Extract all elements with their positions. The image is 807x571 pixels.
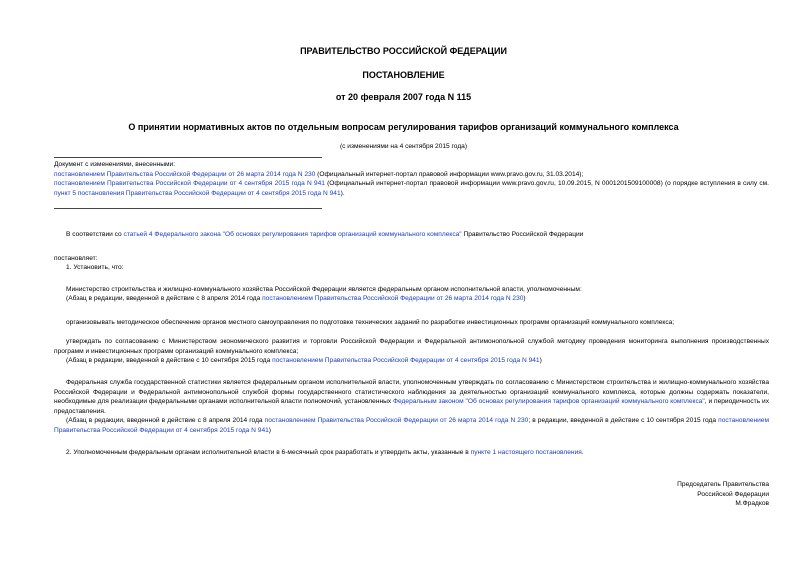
document-title: О принятии нормативных актов по отдельным вопросам регулирования тарифов организаций коммунального комплекса xyxy=(128,122,679,132)
decree-941-link-2[interactable]: постановлением Правительства Российской Федерации от 4 сентября 2015 года N 941 xyxy=(54,417,769,434)
clause-1-link[interactable]: пункте 1 настоящего постановления xyxy=(470,449,582,456)
bottom-rule xyxy=(54,208,322,209)
ministry-paragraph: Министерство строительства и жилищно-коммунального хозяйства Российской Федерации является федеральным органом исполнительной власти, уполномоченным: xyxy=(66,286,582,293)
federal-law-link[interactable]: Федеральным законом "Об основах регулирования тарифов организаций коммунального комплекса" xyxy=(393,398,705,405)
amendments-intro: Документ с изменениями, внесенными: xyxy=(54,161,176,168)
preamble-paragraph: В соответствии со статьей 4 Федерального закона "Об основах регулирования тарифов организаций коммунального комплекса" Правительство Российской Федерации xyxy=(66,231,584,238)
amendment-1: постановлением Правительства Российской Федерации от 26 марта 2014 года N 230 (Официальный интернет-портал правовой информации www.pravo.gov.ru, 31.03.2014); xyxy=(54,170,584,178)
signatory-name: М.Фрадков xyxy=(735,500,769,507)
amendment-2: постановлением Правительства Российской Федерации от 4 сентября 2015 года N 941 (Официальный интернет-портал правовой информации www.pravo.gov.ru, 10.09.2015, N 0001201509100008) (о порядке вступления в силу см. пункт 5 постановления Правительства Российской Федерации от 4 сентября 2015 года N 941). xyxy=(54,180,769,197)
signatory-position: Председатель Правительства xyxy=(677,481,769,488)
federal-law-article-link[interactable]: статьей 4 Федерального закона "Об основах регулирования тарифов организаций коммунального комплекса" xyxy=(123,231,462,238)
decree-230-link-2[interactable]: постановлением Правительства Российской Федерации от 26 марта 2014 года N 230 xyxy=(264,417,529,424)
ministry-note: (Абзац в редакции, введенной в действие с 8 апреля 2014 года постановлением Правительства Российской Федерации от 26 марта 2014 года N 230) xyxy=(66,295,526,302)
signature-block xyxy=(500,480,769,509)
decree-230-link[interactable]: постановлением Правительства Российской Федерации от 26 марта 2014 года N 230 xyxy=(262,295,524,302)
document-type: ПОСТАНОВЛЕНИЕ xyxy=(362,70,445,80)
decree-941-link[interactable]: постановлением Правительства Российской Федерации от 4 сентября 2015 года N 941 xyxy=(272,357,540,364)
amendments-block xyxy=(54,160,769,198)
revision-note: (с изменениями на 4 сентября 2015 года) xyxy=(339,143,468,150)
decree-word: постановляет: xyxy=(54,255,98,262)
monitoring-paragraph: утверждать по согласованию с Министерством экономического развития и торговли Российской Федерации и Федеральной антимонопольной службой методику проведения мониторинга выполнения производственных программ и инвестиционных программ организаций коммунального комплекса; xyxy=(54,338,769,355)
amendment-2-clause-link[interactable]: пункт 5 постановления Правительства Российской Федерации от 4 сентября 2015 года N 941 xyxy=(54,189,341,197)
top-rule xyxy=(54,157,322,158)
methodology-paragraph: организовывать методическое обеспечение органов местного самоуправления по подготовке технических заданий по разработке инвестиционных программ организаций коммунального комплекса; xyxy=(66,319,675,326)
amendment-1-link[interactable]: постановлением Правительства Российской Федерации от 26 марта 2014 года N 230 xyxy=(54,170,316,178)
document-date-number: от 20 февраля 2007 года N 115 xyxy=(335,92,472,102)
statistics-paragraph: Федеральная служба государственной статистики является федеральным органом исполнительной власти, уполномоченным утверждать по согласованию с Министерством строительства и жилищно-коммунального хозяйства Российской Федерации и Федеральной антимонопольной службой формы государственного статистического наблюдения за деятельностью организаций коммунального комплекса, которые должны содержать показатели, необходимые для реализации федеральными органами исполнительной власти полномочий, установленных Федеральным законом "Об основах регулирования тарифов организаций коммунального комплекса", и периодичность их предоставления. xyxy=(54,379,769,415)
clause-1-heading: 1. Установить, что: xyxy=(66,264,124,271)
government-title: ПРАВИТЕЛЬСТВО РОССИЙСКОЙ ФЕДЕРАЦИИ xyxy=(300,46,507,56)
statistics-note: (Абзац в редакции, введенной в действие с 8 апреля 2014 года постановлением Правительства Российской Федерации от 26 марта 2014 года N 230; в редакции, введенной в действие с 10 сентября 2015 года постановлением Правительства Российской Федерации от 4 сентября 2015 года N 941) xyxy=(54,417,769,434)
clause-2-paragraph: 2. Уполномоченным федеральным органам исполнительной власти в 6-месячный срок разработать и утвердить акты, указанные в пункте 1 настоящего постановления. xyxy=(66,449,584,456)
amendment-2-link[interactable]: постановлением Правительства Российской Федерации от 4 сентября 2015 года N 941 xyxy=(54,180,325,187)
monitoring-note: (Абзац в редакции, введенной в действие с 10 сентября 2015 года постановлением Правительства Российской Федерации от 4 сентября 2015 года N 941) xyxy=(66,357,542,364)
signatory-country: Российской Федерации xyxy=(697,490,769,498)
